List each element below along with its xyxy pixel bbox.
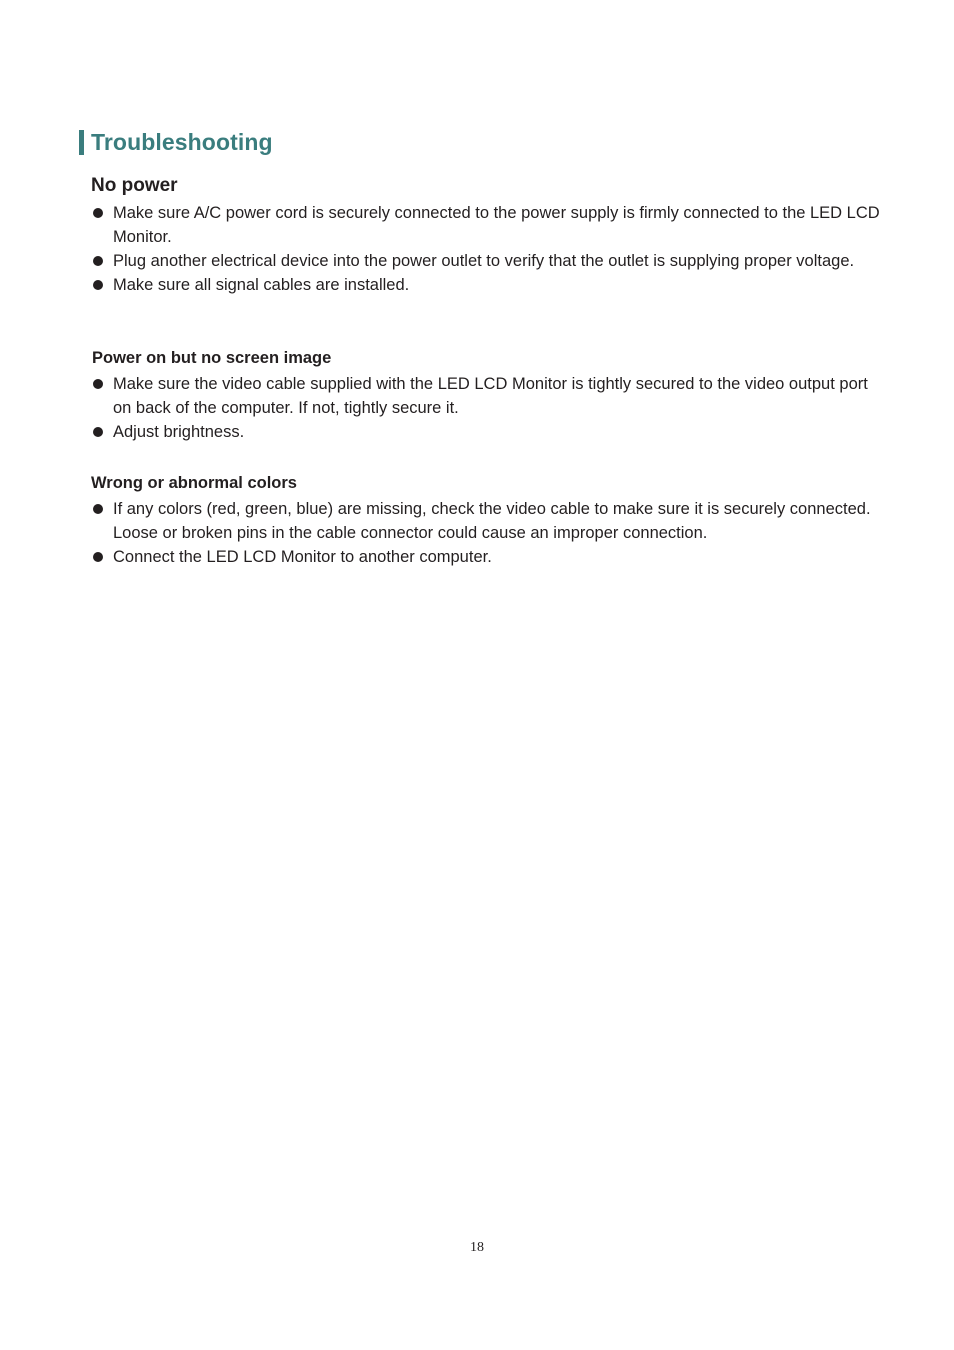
page-title-text: Troubleshooting <box>91 129 273 155</box>
bullet-list <box>91 372 882 444</box>
bullet-icon <box>93 552 103 562</box>
list-item-text: Adjust brightness. <box>113 423 245 441</box>
page-number: 18 <box>470 1240 484 1255</box>
bullet-icon <box>93 208 103 218</box>
bullet-icon <box>93 379 103 389</box>
section-no-screen-image <box>92 348 882 444</box>
bullet-icon <box>93 256 103 266</box>
list-item <box>91 497 881 545</box>
list-item <box>91 372 882 420</box>
bullet-icon <box>93 427 103 437</box>
list-item-text: Make sure all signal cables are installed. <box>113 276 410 294</box>
section-heading: No power <box>91 175 178 196</box>
list-item-text: Connect the LED LCD Monitor to another computer. <box>113 548 492 566</box>
bullet-list <box>91 497 881 569</box>
section-heading: Wrong or abnormal colors <box>91 474 297 492</box>
list-item <box>91 249 881 273</box>
section-abnormal-colors <box>91 473 881 569</box>
bullet-list <box>91 201 881 297</box>
bullet-icon <box>93 504 103 514</box>
title-accent-bar <box>79 130 84 155</box>
list-item-text: Plug another electrical device into the power outlet to verify that the outlet is supplying proper voltage. <box>113 252 855 270</box>
list-item-text: Make sure A/C power cord is securely connected to the power supply is firmly connected to the LED LCD Monitor. <box>113 204 880 246</box>
section-heading: Power on but no screen image <box>92 349 332 367</box>
list-item <box>91 273 881 297</box>
list-item <box>91 201 881 249</box>
page-title <box>79 129 273 155</box>
bullet-icon <box>93 280 103 290</box>
list-item-text: If any colors (red, green, blue) are missing, check the video cable to make sure it is securely connected. Loose or broken pins in the cable connector could cause an improper connection. <box>113 500 871 542</box>
list-item <box>91 545 881 569</box>
list-item-text: Make sure the video cable supplied with the LED LCD Monitor is tightly secured to the video output port on back of the computer. If not, tightly secure it. <box>113 375 868 417</box>
section-no-power <box>91 175 881 297</box>
list-item <box>91 420 882 444</box>
